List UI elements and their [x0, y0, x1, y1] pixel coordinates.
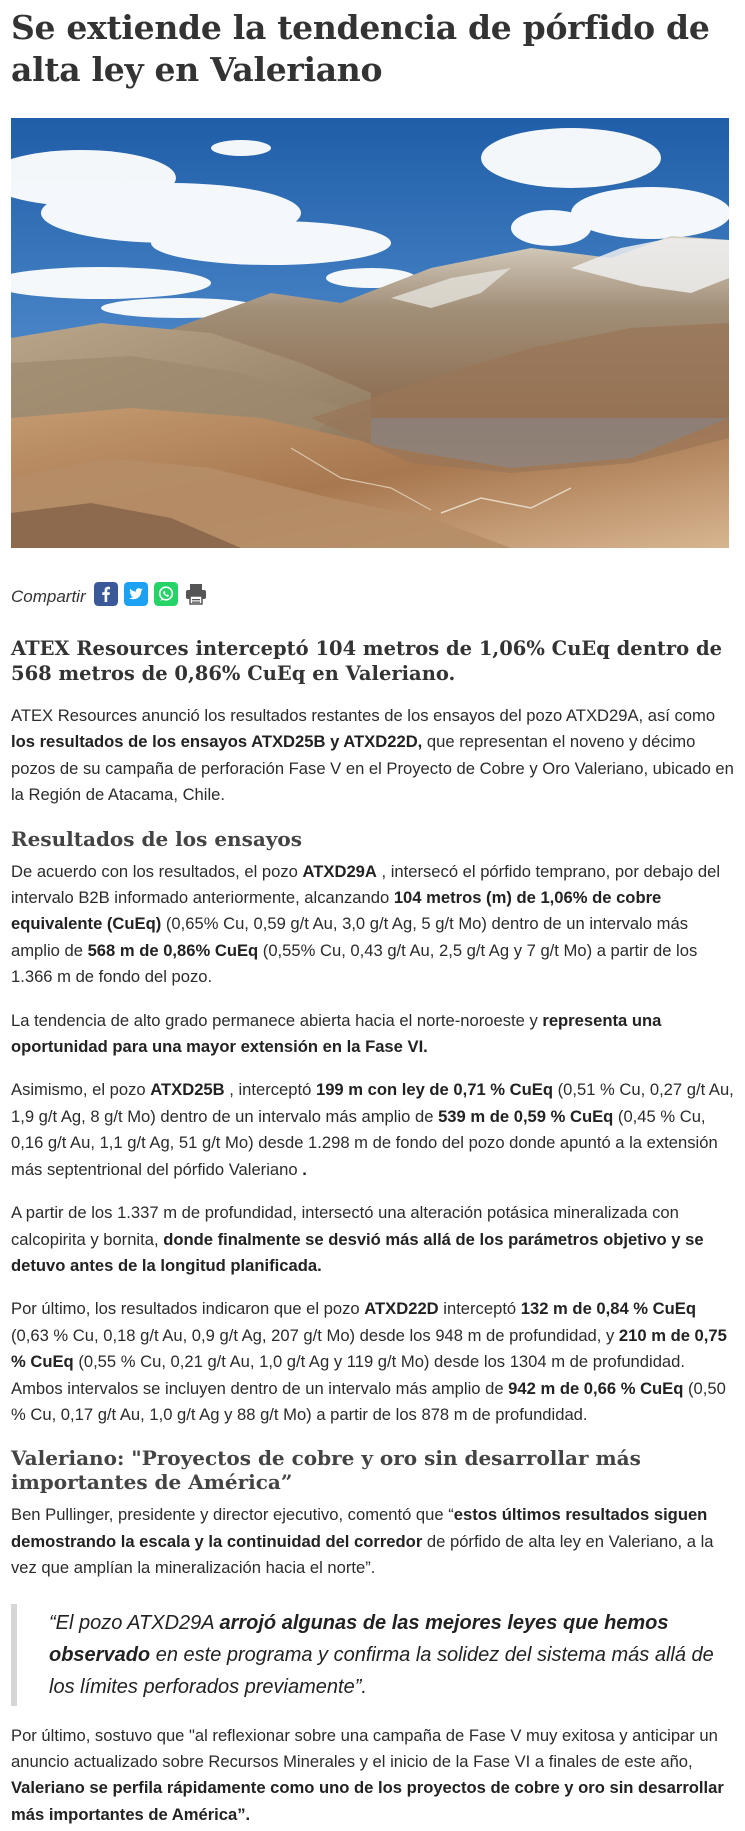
paragraph-tendencia: La tendencia de alto grado permanece abierta hacia el norte-noroeste y representa una oportunidad para una mayor extensión en la Fase VI.: [11, 1010, 662, 1057]
article-title: Se extiende la tendencia de pórfido de alta ley en Valeriano: [11, 8, 710, 89]
intro-paragraph: ATEX Resources anunció los resultados restantes de los ensayos del pozo ATXD29A, así como los resultados de los ensayos ATXD25B y ATXD22D, que representan el noveno y décimo pozos de su campaña de perforación Fase V en el Proyecto de Cobre y Oro Valeriano, ubicado en la Región de Atacama, Chile.: [11, 706, 734, 805]
section-heading-resultados: Resultados de los ensayos: [11, 826, 303, 851]
section-heading-valeriano: Valeriano: "Proyectos de cobre y oro sin desarrollar más importantes de América”: [11, 1446, 641, 1495]
hero-image: [11, 118, 729, 548]
paragraph-conclusion: Por último, sostuvo que "al reflexionar sobre una campaña de Fase V muy exitosa y anticipar un anuncio actualizado sobre Recursos Minerales y el inicio de la Fase VI a finales de este año, Valeriano se perfila rápidamente como uno de los proyectos de cobre y oro sin desarrollar más importantes de América”.: [11, 1725, 724, 1824]
share-bar: [11, 578, 734, 610]
whatsapp-icon[interactable]: [154, 582, 178, 606]
pull-quote: “El pozo ATXD29A arrojó algunas de las mejores leyes que hemos observado en este programa y confirma la solidez del sistema más allá de los límites perforados previamente”.: [11, 1604, 734, 1706]
share-label: Compartir: [11, 587, 86, 606]
paragraph-atxd25b: Asimismo, el pozo ATXD25B , interceptó 199 m con ley de 0,71 % CuEq (0,51 % Cu, 0,27 g/t Au, 1,9 g/t Ag, 8 g/t Mo) dentro de un intervalo más amplio de 539 m de 0,59 % CuEq (0,45 % Cu, 0,16 g/t Au, 1,1 g/t Ag, 51 g/t Mo) desde 1.298 m de fondo del pozo donde apuntó a la extensión más septentrional del pórfido Valeriano .: [11, 1080, 734, 1179]
paragraph-atxd22d: Por último, los resultados indicaron que el pozo ATXD22D interceptó 132 m de 0,84 % CuEq (0,63 % Cu, 0,18 g/t Au, 0,9 g/t Ag, 207 g/t Mo) desde los 948 m de profundidad, y 210 m de 0,75 % CuEq (0,55 % Cu, 0,21 g/t Au, 1,0 g/t Ag y 119 g/t Mo) desde los 1304 m de profundidad. Ambos intervalos se incluyen dentro de un intervalo más amplio de 942 m de 0,66 % CuEq (0,50 % Cu, 0,17 g/t Au, 1,0 g/t Ag y 88 g/t Mo) a partir de los 878 m de profundidad.: [11, 1299, 727, 1424]
print-icon[interactable]: [184, 582, 208, 606]
facebook-icon[interactable]: [94, 582, 118, 606]
paragraph-pullinger: Ben Pullinger, presidente y director ejecutivo, comentó que “estos últimos resultados siguen demostrando la escala y la continuidad del corredor de pórfido de alta ley en Valeriano, a la vez que amplían la mineralización hacia el norte”.: [11, 1505, 714, 1578]
article-lead: ATEX Resources interceptó 104 metros de 1,06% CuEq dentro de 568 metros de 0,86% CuEq en Valeriano.: [11, 637, 722, 685]
twitter-icon[interactable]: [124, 582, 148, 606]
article-page: [0, 7, 745, 1828]
paragraph-atxd29a: De acuerdo con los resultados, el pozo ATXD29A , intersecó el pórfido temprano, por debajo del intervalo B2B informado anteriormente, alcanzando 104 metros (m) de 1,06% de cobre equivalente (CuEq) (0,65% Cu, 0,59 g/t Au, 3,0 g/t Ag, 5 g/t Mo) dentro de un intervalo más amplio de 568 m de 0,86% CuEq (0,55% Cu, 0,43 g/t Au, 2,5 g/t Ag y 7 g/t Mo) a partir de los 1.366 m de fondo del pozo.: [11, 861, 721, 987]
paragraph-alteracion: A partir de los 1.337 m de profundidad, intersectó una alteración potásica mineralizada con calcopirita y bornita, donde finalmente se desvió más allá de los parámetros objetivo y se detuvo antes de la longitud planificada.: [11, 1203, 704, 1275]
